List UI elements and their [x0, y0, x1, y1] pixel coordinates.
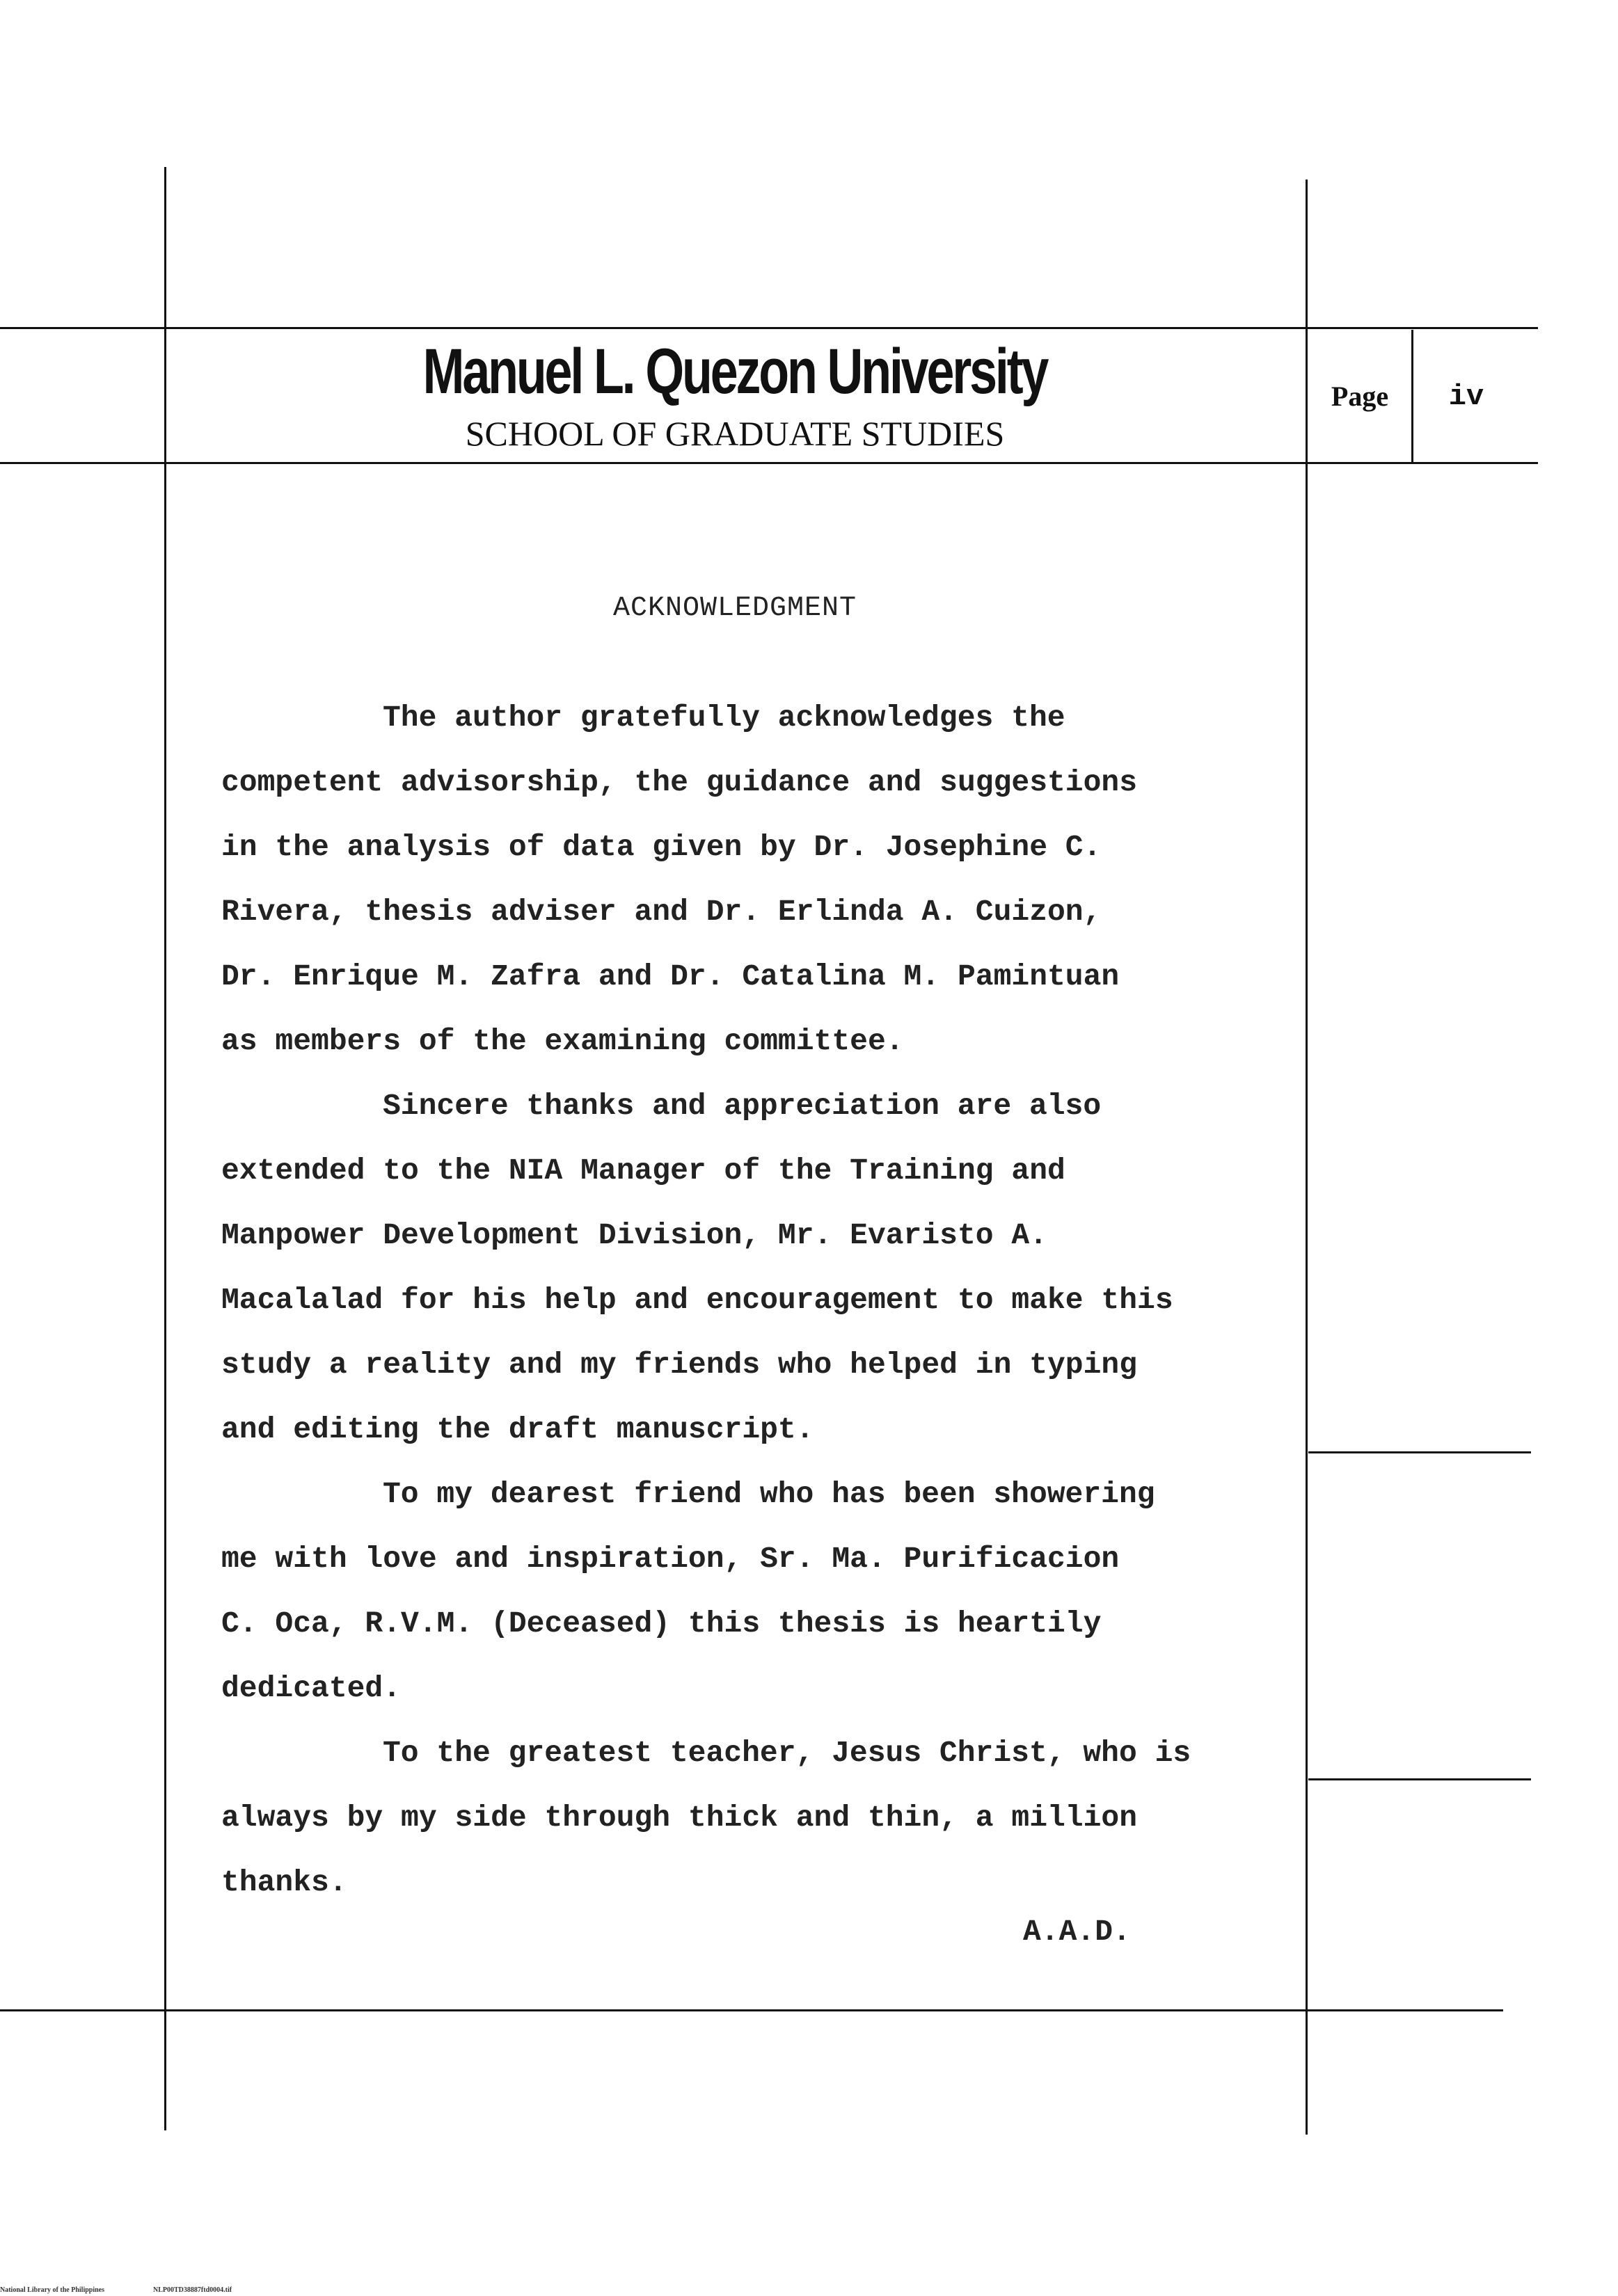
bottom-rule	[0, 2009, 1503, 2011]
left-margin-rule	[164, 167, 166, 2130]
scan-footer	[0, 2286, 280, 2294]
page-label: Page	[1331, 381, 1389, 412]
paragraph: Sincere thanks and appreciation are also extended to the NIA Manager of the Training and Manpower Development Division, Mr. Evaristo A. Macalalad for his help and encouragement to make this study a reality and my friends who helped in typing and editing the draft manuscript.	[221, 1089, 1173, 1446]
side-rule-lower	[1308, 1778, 1531, 1780]
author-initials: A.A.D.	[1023, 1915, 1131, 1949]
paragraph: The author gratefully acknowledges the competent advisorship, the guidance and suggestions in the analysis of data given by Dr. Josephine C. Rivera, thesis adviser and Dr. Erlinda A. Cuizon, Dr. Enrique M. Zafra and Dr. Catalina M. Pamintuan as members of the examining committee.	[221, 701, 1138, 1058]
acknowledgment-body	[221, 685, 1307, 1915]
file-id: NLP00TD38887ftd0004.tif	[153, 2286, 232, 2294]
page-title: ACKNOWLEDGMENT	[612, 593, 857, 624]
page-number: iv	[1448, 380, 1484, 413]
school-name: SCHOOL OF GRADUATE STUDIES	[465, 414, 1005, 453]
side-rule-upper	[1308, 1451, 1531, 1453]
page-box-divider	[1411, 330, 1413, 463]
paragraph: To my dearest friend who has been showering me with love and inspiration, Sr. Ma. Purificacion C. Oca, R.V.M. (Deceased) this thesis is heartily dedicated.	[221, 1477, 1155, 1705]
university-name: Manuel L. Quezon University	[422, 336, 1047, 407]
library-credit: National Library of the Philippines	[0, 2286, 105, 2294]
paragraph: To the greatest teacher, Jesus Christ, who is always by my side through thick and thin, a million thanks.	[221, 1736, 1191, 1899]
